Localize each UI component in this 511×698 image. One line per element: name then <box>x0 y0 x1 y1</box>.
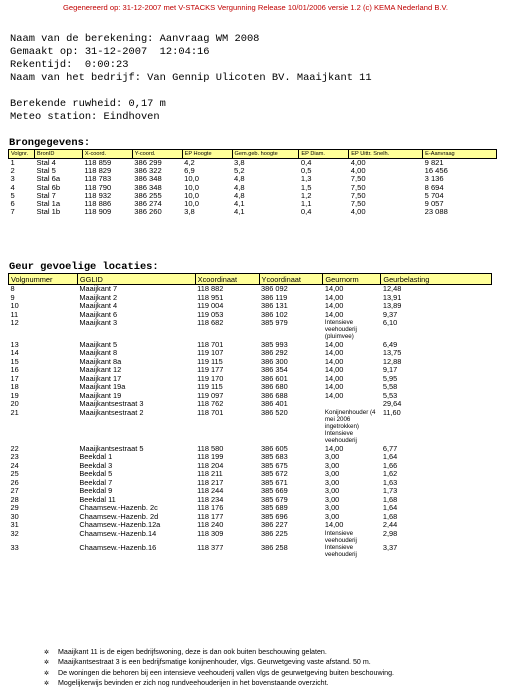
geur-cell: 119 115 <box>197 357 223 366</box>
geur-cell: 385 671 <box>261 478 288 487</box>
table-row <box>9 167 497 175</box>
geur-cell: 17 <box>10 374 19 383</box>
geur-header-cell: Geurbelasting <box>381 274 492 285</box>
geur-header-cell: Ycoordinaat <box>259 274 323 285</box>
geur-cell: 3,00 <box>324 470 340 479</box>
geur-cell: 1,73 <box>382 487 398 496</box>
geur-cell: 6,10 <box>382 319 398 327</box>
bron-cell: 7,50 <box>350 175 366 184</box>
geur-cell: Maaijkant 4 <box>79 302 118 310</box>
geur-cell: Maaijkant 8a <box>79 357 122 366</box>
table-row <box>9 319 492 341</box>
bron-cell: Stal 7 <box>36 191 56 200</box>
bron-cell: 7,50 <box>350 183 366 192</box>
bron-cell: 1,3 <box>300 175 312 184</box>
geur-cell: Maaijkant 7 <box>79 284 118 293</box>
note-item: ✲ Mogelijkerwijs bevinden er zich nog rundveehouderijen in het bovenstaande overzicht. <box>44 679 394 689</box>
geur-cell: 386 131 <box>261 302 288 310</box>
table-row <box>9 285 492 294</box>
geur-cell: Maaijkant 2 <box>79 293 118 302</box>
table-row <box>9 496 492 505</box>
bron-header-cell: BronID <box>34 150 82 159</box>
bron-cell: Stal 6b <box>36 183 61 192</box>
table-row <box>9 400 492 409</box>
geur-cell: Chaamsew.-Hazenb. 2d <box>79 512 159 521</box>
geur-cell: 386 119 <box>261 293 288 302</box>
geur-cell: 12,88 <box>382 357 402 366</box>
geur-cell: 118 204 <box>197 461 224 470</box>
geur-cell: 2,44 <box>382 521 398 530</box>
geur-cell: 385 683 <box>261 453 288 462</box>
geur-cell: 1,68 <box>382 495 398 504</box>
bron-cell: 6,9 <box>184 167 195 176</box>
bron-cell: 10,0 <box>184 199 199 209</box>
geur-header-cell: GGLID <box>77 274 195 285</box>
geur-cell: Maaijkant 12 <box>79 366 122 375</box>
bron-cell: 386 274 <box>134 199 162 209</box>
geur-cell: 14,00 <box>324 349 344 358</box>
table-row <box>9 445 492 454</box>
table-row <box>9 375 492 384</box>
geur-cell: Beekdal 5 <box>79 470 113 479</box>
table-row <box>9 208 497 216</box>
geur-cell: Maaijkant 19a <box>79 383 126 392</box>
geur-cell: 118 177 <box>197 512 224 521</box>
geur-cell: 386 102 <box>261 310 288 319</box>
geur-cell: 1,63 <box>382 478 398 487</box>
table-row <box>9 530 492 544</box>
geur-section-title: Geur gevoelige locaties: <box>9 261 159 273</box>
compute-time: Rekentijd: 0:00:23 <box>10 59 129 71</box>
geur-cell: 1,64 <box>382 504 398 513</box>
geur-cell: 119 004 <box>197 302 224 310</box>
bron-cell: 1,1 <box>300 199 312 209</box>
geur-cell: 3,00 <box>324 461 340 470</box>
table-row <box>9 409 492 445</box>
bron-cell: 0,5 <box>300 167 312 176</box>
bron-cell: 4,8 <box>234 191 245 200</box>
bron-cell: 23 088 <box>424 208 448 217</box>
bron-cell: 5 <box>10 191 15 200</box>
geur-cell: Beekdal 7 <box>79 478 113 487</box>
bron-cell: 1,5 <box>300 183 312 192</box>
bron-cell: 16 456 <box>424 167 448 176</box>
geur-cell: 3,00 <box>324 453 340 462</box>
geur-cell <box>323 400 381 409</box>
geur-cell: 14,00 <box>324 521 344 530</box>
geur-cell: 385 993 <box>261 340 288 349</box>
geur-cell: 6,49 <box>382 340 398 349</box>
geur-cell: 12 <box>10 319 19 327</box>
geur-cell: 31 <box>10 521 19 530</box>
geur-cell: 386 258 <box>261 544 288 553</box>
bron-cell: 10,0 <box>184 175 199 184</box>
geur-cell: Maaijkantsestraat 5 <box>79 444 144 453</box>
geur-cell: 3,00 <box>324 504 340 513</box>
geur-cell: 386 292 <box>261 349 288 358</box>
bron-cell: Stal 4 <box>36 158 56 168</box>
geur-cell: 6,77 <box>382 444 398 453</box>
geur-cell: 16 <box>10 366 19 375</box>
geur-cell: 1,64 <box>382 453 398 462</box>
geur-cell: Chaamsew.-Hazenb. 2c <box>79 504 158 513</box>
geur-cell: 21 <box>10 408 19 417</box>
geur-cell: Maaijkant 8 <box>79 349 118 358</box>
bron-cell: 3,8 <box>184 208 195 217</box>
bron-cell: 4 <box>10 183 15 192</box>
geur-cell: 14,00 <box>324 374 344 383</box>
bron-cell: 4,8 <box>234 183 245 192</box>
bron-cell: 118 790 <box>84 183 112 192</box>
bron-cell: Stal 6a <box>36 175 61 184</box>
bron-cell: 118 909 <box>84 208 112 217</box>
note-item: ✲ Maaijkant 11 is de eigen bedrijfswoning, deze is dan ook buiten beschouwing gelaten. <box>44 648 394 658</box>
bron-cell: 8 694 <box>424 183 444 192</box>
geur-cell: Intensieve veehouderij <box>324 529 357 544</box>
table-row <box>9 184 497 192</box>
geur-cell: 385 979 <box>261 319 288 327</box>
geur-cell: 14,00 <box>324 366 344 375</box>
bron-cell: 2 <box>10 167 15 176</box>
geur-table <box>8 273 492 558</box>
table-row <box>9 341 492 350</box>
geur-cell: 22 <box>10 444 19 453</box>
bron-cell: 118 829 <box>84 167 112 176</box>
geur-cell: 9 <box>10 293 15 302</box>
bron-cell: Stal 1b <box>36 208 61 217</box>
geur-cell: 386 520 <box>261 408 288 417</box>
table-row <box>9 200 497 208</box>
bron-cell: 9 057 <box>424 199 444 209</box>
geur-cell: 118 234 <box>197 495 224 504</box>
geur-header-cell: Volgnummer <box>9 274 78 285</box>
geur-cell: 8 <box>10 284 15 293</box>
geur-cell: 119 170 <box>197 374 224 383</box>
bron-header-cell: EP Diam. <box>299 150 349 159</box>
table-row <box>9 544 492 558</box>
geur-cell: Maaijkant 19 <box>79 391 122 400</box>
created-on: Gemaakt op: 31-12-2007 12:04:16 <box>10 46 210 58</box>
geur-cell: 9,37 <box>382 310 398 319</box>
geur-cell: 18 <box>10 383 19 392</box>
geur-cell: 385 689 <box>261 504 288 513</box>
bullet-icon: ✲ <box>44 650 50 656</box>
bron-cell: Stal 5 <box>36 167 56 176</box>
geur-cell: 5,53 <box>382 391 398 400</box>
geur-cell: 3,00 <box>324 487 340 496</box>
bron-section-title: Brongegevens: <box>9 137 91 149</box>
geur-cell: Maaijkantsestraat 3 <box>79 400 144 409</box>
bron-header-cell: E-Aanvraag <box>423 150 497 159</box>
geur-cell: 385 675 <box>261 461 288 470</box>
geur-cell: 118 240 <box>197 521 224 530</box>
geur-header-cell: Geurnorm <box>323 274 381 285</box>
company-name: Naam van het bedrijf: Van Gennip Ulicoten BV. Maaijkant 11 <box>10 72 372 84</box>
bron-header-cell: Gem.geb. hoogte <box>232 150 299 159</box>
bron-cell: 10,0 <box>184 183 199 192</box>
geur-cell: 118 244 <box>197 487 224 496</box>
bron-cell: 4,00 <box>350 158 366 168</box>
table-row <box>9 383 492 392</box>
geur-cell: Chaamsew.-Hazenb.16 <box>79 544 157 553</box>
bron-cell: 118 783 <box>84 175 112 184</box>
geur-cell: 118 762 <box>197 400 224 409</box>
table-row <box>9 470 492 479</box>
bron-cell: 118 932 <box>84 191 112 200</box>
geur-cell: 14,00 <box>324 383 344 392</box>
geur-cell: 118 309 <box>197 529 224 538</box>
bron-header-cell: Volgnr. <box>9 150 35 159</box>
bron-cell: 5 704 <box>424 191 444 200</box>
geur-cell: 386 300 <box>261 357 288 366</box>
geur-cell: 5,58 <box>382 383 398 392</box>
bron-cell: 4,1 <box>234 199 245 209</box>
geur-cell: 14,00 <box>324 293 344 302</box>
bron-cell: 118 886 <box>84 199 112 209</box>
table-row <box>9 159 497 168</box>
geur-cell: 118 176 <box>197 504 224 513</box>
geur-cell: 385 672 <box>261 470 288 479</box>
bron-cell: 1 <box>10 158 15 168</box>
geur-cell: 118 580 <box>197 444 224 453</box>
geur-cell: 386 601 <box>261 374 288 383</box>
bron-cell: 1,2 <box>300 191 312 200</box>
geur-cell: 26 <box>10 478 19 487</box>
geur-cell: 13 <box>10 340 19 349</box>
table-row <box>9 311 492 320</box>
bron-cell: 10,0 <box>184 191 199 200</box>
geur-cell: 14 <box>10 349 19 358</box>
bron-cell: 118 859 <box>84 158 112 168</box>
geur-cell: 385 696 <box>261 512 288 521</box>
bron-header-cell: EP Hoogte <box>182 150 232 159</box>
geur-cell: 14,00 <box>324 444 344 453</box>
table-row <box>9 453 492 462</box>
geur-cell: 118 682 <box>197 319 224 327</box>
geur-cell: 118 701 <box>197 408 224 417</box>
note-item: ✲ Maaijkantsestraat 3 is een bedrijfsmatige konijnenhouder, vlgs. Geurwetgeving vaste afstand. 50 m. <box>44 658 394 668</box>
geur-cell: 118 882 <box>197 284 224 293</box>
geur-cell: 1,68 <box>382 512 398 521</box>
geur-cell: 119 053 <box>197 310 224 319</box>
geur-cell: 386 225 <box>261 529 288 538</box>
calculation-name: Naam van de berekening: Aanvraag WM 2008 <box>10 33 260 45</box>
bron-cell: 386 348 <box>134 183 162 192</box>
geur-cell: 15 <box>10 357 19 366</box>
table-row <box>9 513 492 522</box>
geur-cell: 1,66 <box>382 461 398 470</box>
geur-cell: 1,62 <box>382 470 398 479</box>
geur-cell: Maaijkantsestraat 2 <box>79 408 144 417</box>
geur-cell: Maaijkant 6 <box>79 310 118 319</box>
bron-header-cell: Y-coord. <box>132 150 182 159</box>
geur-cell: 19 <box>10 391 19 400</box>
table-row <box>9 302 492 311</box>
geur-cell: 118 701 <box>197 340 224 349</box>
geur-cell: Maaijkant 5 <box>79 340 118 349</box>
geur-cell: Maaijkant 3 <box>79 319 118 327</box>
geur-cell: 13,75 <box>382 349 402 358</box>
geur-cell: 13,89 <box>382 302 402 310</box>
table-row <box>9 366 492 375</box>
table-row <box>9 294 492 303</box>
bullet-icon: ✲ <box>44 670 50 677</box>
geur-cell: 11,60 <box>382 408 401 417</box>
table-row <box>9 192 497 200</box>
geur-cell: 386 680 <box>261 383 288 392</box>
geur-cell: Intensieve veehouderij <box>324 544 357 559</box>
bron-cell: 7 <box>10 208 15 217</box>
table-row <box>9 487 492 496</box>
bron-cell: 3 136 <box>424 175 444 184</box>
geur-cell: 3,37 <box>382 544 398 553</box>
bron-cell: 386 255 <box>134 191 162 200</box>
geur-cell: 28 <box>10 495 19 504</box>
bron-header-cell: X-coord. <box>82 150 132 159</box>
geur-cell: Beekdal 9 <box>79 487 113 496</box>
geur-cell: 10 <box>10 302 19 310</box>
geur-cell: 3,00 <box>324 512 340 521</box>
geur-cell: 29 <box>10 504 19 513</box>
geur-cell: 2,98 <box>382 529 398 538</box>
bron-cell: 7,50 <box>350 191 366 200</box>
geur-cell: 14,00 <box>324 310 344 319</box>
bron-cell: 386 322 <box>134 167 162 176</box>
geur-cell: 118 211 <box>197 470 223 479</box>
table-row <box>9 175 497 183</box>
geur-cell: 24 <box>10 461 19 470</box>
geur-cell: 27 <box>10 487 19 496</box>
bron-cell: 5,2 <box>234 167 245 176</box>
bron-cell: 0,4 <box>300 158 312 168</box>
geur-cell: 30 <box>10 512 19 521</box>
geur-cell: 5,95 <box>382 374 398 383</box>
bron-cell: Stal 1a <box>36 199 61 209</box>
geur-cell: 13,91 <box>382 293 402 302</box>
geur-cell: 12,48 <box>382 284 402 293</box>
geur-cell: Beekdal 1 <box>79 453 113 462</box>
bron-cell: 386 299 <box>134 158 162 168</box>
table-row <box>9 349 492 358</box>
table-row <box>9 479 492 488</box>
geur-cell: Chaamsew.-Hazenb.12a <box>79 521 161 530</box>
geur-cell: 119 107 <box>197 349 224 358</box>
bron-cell: 386 260 <box>134 208 162 217</box>
geur-cell: 32 <box>10 529 19 538</box>
bron-cell: 4,2 <box>184 158 195 168</box>
geur-cell: 25 <box>10 470 19 479</box>
geur-cell: 14,00 <box>324 340 344 349</box>
bron-cell: 4,1 <box>234 208 245 217</box>
geur-cell: 9,17 <box>382 366 398 375</box>
geur-header-cell: Xcoordinaat <box>195 274 259 285</box>
bron-header-cell: EP Uittr. Snelh. <box>349 150 423 159</box>
roughness: Berekende ruwheid: 0,17 m <box>10 98 166 110</box>
bron-cell: 4,00 <box>350 167 366 176</box>
geur-cell: 118 217 <box>197 478 224 487</box>
geur-cell: 386 354 <box>261 366 288 375</box>
table-row <box>9 358 492 367</box>
table-row <box>9 462 492 471</box>
geur-cell: 385 679 <box>261 495 288 504</box>
bron-cell: 4,00 <box>350 208 366 217</box>
bullet-icon: ✲ <box>44 660 50 667</box>
bron-cell: 9 821 <box>424 158 444 168</box>
geur-cell: Konijnenhouder (4 mei 2006 ingetrokken) Intensieve veehouderij <box>324 408 376 445</box>
geur-cell: 14,00 <box>324 357 344 366</box>
bron-table <box>8 149 497 216</box>
geur-cell: 386 605 <box>261 444 288 453</box>
table-row <box>9 521 492 530</box>
geur-cell: Chaamsew.-Hazenb.14 <box>79 529 157 538</box>
geur-cell: 33 <box>10 544 19 553</box>
geur-cell: 118 199 <box>197 453 224 462</box>
bron-cell: 7,50 <box>350 199 366 209</box>
geur-cell: 119 177 <box>197 366 224 375</box>
geur-cell: 119 115 <box>197 383 223 392</box>
geur-cell: 118 951 <box>197 293 224 302</box>
bron-cell: 4,8 <box>234 175 245 184</box>
geur-cell: Beekdal 11 <box>79 495 116 504</box>
geur-cell: 23 <box>10 453 19 462</box>
geur-cell: Maaijkant 17 <box>79 374 122 383</box>
bron-cell: 0,4 <box>300 208 312 217</box>
meteo-station: Meteo station: Eindhoven <box>10 111 160 123</box>
geur-cell: 119 097 <box>197 391 224 400</box>
geur-cell: 386 688 <box>261 391 288 400</box>
table-row <box>9 392 492 401</box>
geur-cell: 29,64 <box>382 400 402 409</box>
geur-cell: Beekdal 3 <box>79 461 113 470</box>
geur-cell: 3,00 <box>324 495 340 504</box>
geur-cell: 14,00 <box>324 284 344 293</box>
bullet-icon: ✲ <box>44 681 50 688</box>
geur-cell: 20 <box>10 400 19 409</box>
notes-list <box>44 648 394 690</box>
geur-cell: 3,00 <box>324 478 340 487</box>
bron-cell: 3,8 <box>234 158 245 168</box>
geur-cell: 14,00 <box>324 391 344 400</box>
generation-header: Gegenereerd op: 31-12-2007 met V-STACKS Vergunning Release 10/01/2006 versie 1.2 (c) KEMA Nederland B.V. <box>63 3 448 12</box>
geur-cell: 118 377 <box>197 544 224 553</box>
bron-cell: 3 <box>10 175 15 184</box>
geur-cell: 14,00 <box>324 302 344 310</box>
geur-cell: 385 669 <box>261 487 288 496</box>
bron-cell: 386 348 <box>134 175 162 184</box>
bron-cell: 6 <box>10 199 15 209</box>
table-row <box>9 504 492 513</box>
geur-cell: 386 092 <box>261 284 288 293</box>
geur-cell: 386 401 <box>261 400 288 409</box>
geur-cell: Intensieve veehouderij (pluimvee) <box>324 319 357 341</box>
geur-cell: 386 227 <box>261 521 288 530</box>
geur-cell: 11 <box>10 310 19 319</box>
note-item: ✲ De woningen die behoren bij een intensieve veehouderij vallen vlgs de geurwetgeving buiten beschouwing. <box>44 669 394 679</box>
